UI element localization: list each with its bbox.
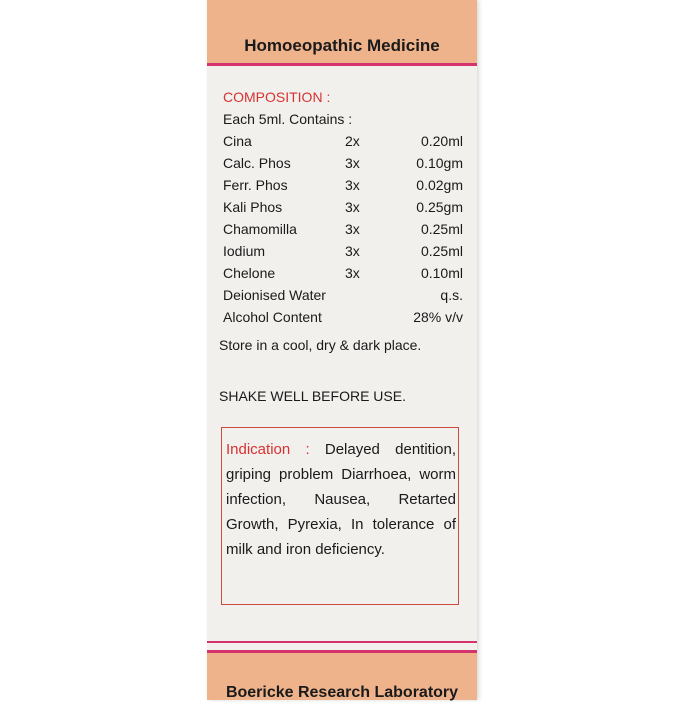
header-divider bbox=[207, 63, 477, 66]
storage-instruction: Store in a cool, dry & dark place. bbox=[219, 337, 422, 353]
ingredient-name: Chamomilla bbox=[223, 221, 297, 237]
ingredient-row bbox=[223, 133, 463, 153]
ingredient-row bbox=[223, 265, 463, 285]
ingredient-name: Alcohol Content bbox=[223, 309, 322, 325]
ingredient-amount: 28% v/v bbox=[413, 309, 463, 325]
footer-divider-upper bbox=[207, 641, 477, 643]
ingredient-name: Iodium bbox=[223, 243, 266, 259]
ingredient-amount: 0.25ml bbox=[420, 243, 463, 259]
ingredient-name: Ferr. Phos bbox=[223, 177, 288, 193]
ingredient-name: Kali Phos bbox=[223, 199, 283, 215]
ingredient-potency: 3x bbox=[345, 177, 360, 193]
medicine-label-panel bbox=[207, 0, 477, 700]
indication-text bbox=[226, 437, 456, 562]
ingredient-potency: 3x bbox=[345, 265, 360, 281]
footer-title: Boericke Research Laboratory bbox=[225, 684, 459, 701]
indication-body: Delayed dentition, griping problem Diarrhoea, worm infection, Nausea, Retarted Growth, Pyrexia, In tolerance of milk and iron deficiency. bbox=[226, 441, 457, 558]
ingredient-potency: 3x bbox=[345, 221, 360, 237]
ingredient-potency: 3x bbox=[345, 243, 360, 259]
ingredient-amount: 0.20ml bbox=[420, 133, 463, 149]
ingredient-row bbox=[223, 309, 463, 329]
ingredient-name: Cina bbox=[223, 133, 252, 149]
composition-heading: COMPOSITION : bbox=[223, 89, 331, 105]
composition-subheading: Each 5ml. Contains : bbox=[223, 111, 353, 127]
ingredient-name: Deionised Water bbox=[223, 287, 326, 303]
header-title: Homoeopathic Medicine bbox=[244, 36, 440, 55]
ingredient-row bbox=[223, 221, 463, 241]
ingredient-row bbox=[223, 199, 463, 219]
ingredient-amount: q.s. bbox=[440, 287, 463, 303]
indication-label: Indication : bbox=[226, 441, 310, 458]
ingredient-name: Calc. Phos bbox=[223, 155, 291, 171]
ingredient-potency: 3x bbox=[345, 199, 360, 215]
ingredient-amount: 0.25gm bbox=[416, 199, 463, 215]
ingredient-potency: 3x bbox=[345, 155, 360, 171]
ingredient-potency: 2x bbox=[345, 133, 360, 149]
ingredient-row bbox=[223, 177, 463, 197]
shake-instruction: SHAKE WELL BEFORE USE. bbox=[219, 388, 406, 404]
ingredient-row bbox=[223, 287, 463, 307]
ingredient-name: Chelone bbox=[223, 265, 276, 281]
footer-divider bbox=[207, 650, 477, 653]
ingredient-row bbox=[223, 155, 463, 175]
ingredient-row bbox=[223, 243, 463, 263]
ingredient-amount: 0.10ml bbox=[420, 265, 463, 281]
ingredient-amount: 0.02gm bbox=[416, 177, 463, 193]
ingredient-amount: 0.25ml bbox=[420, 221, 463, 237]
ingredient-amount: 0.10gm bbox=[416, 155, 463, 171]
